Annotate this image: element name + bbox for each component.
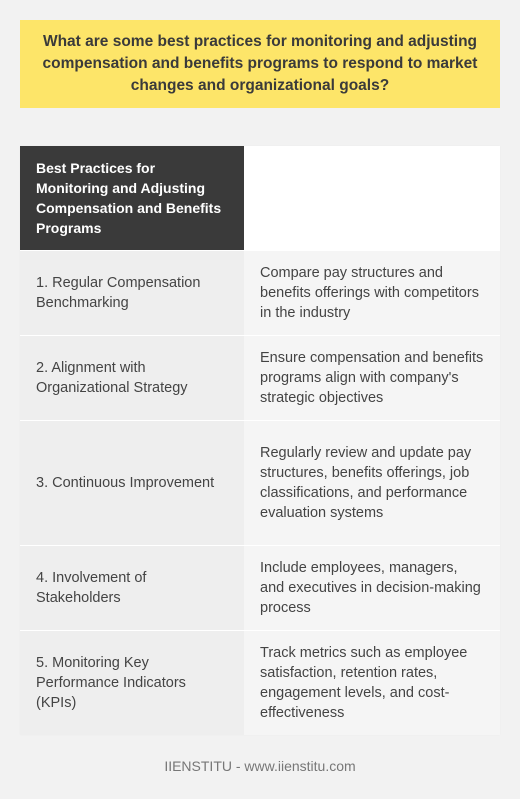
table-header-cell: Best Practices for Monitoring and Adjusting Compensation and Benefits Programs	[20, 146, 244, 250]
description-cell: Regularly review and update pay structures, benefits offerings, job classifications, and performance evaluation systems	[244, 421, 500, 545]
table-row	[20, 421, 500, 545]
question-title: What are some best practices for monitoring and adjusting compensation and benefits programs to respond to market changes and organizational goals?	[42, 33, 478, 94]
table-row	[20, 336, 500, 420]
table-header-empty-cell	[244, 146, 500, 250]
question-banner	[20, 20, 500, 108]
practice-cell: 4. Involvement of Stakeholders	[20, 546, 244, 630]
practice-cell: 3. Continuous Improvement	[20, 421, 244, 545]
description-cell: Compare pay structures and benefits offerings with competitors in the industry	[244, 251, 500, 335]
practice-cell: 5. Monitoring Key Performance Indicators (KPIs)	[20, 631, 244, 735]
table-row	[20, 631, 500, 735]
table-header-row	[20, 146, 500, 250]
table-row	[20, 251, 500, 335]
description-cell: Include employees, managers, and executives in decision-making process	[244, 546, 500, 630]
best-practices-table	[20, 146, 500, 735]
table-row	[20, 546, 500, 630]
practice-cell: 1. Regular Compensation Benchmarking	[20, 251, 244, 335]
description-cell: Track metrics such as employee satisfaction, retention rates, engagement levels, and cost-effectiveness	[244, 631, 500, 735]
practice-cell: 2. Alignment with Organizational Strategy	[20, 336, 244, 420]
footer-text: IIENSTITU - www.iienstitu.com	[164, 758, 356, 774]
description-cell: Ensure compensation and benefits programs align with company's strategic objectives	[244, 336, 500, 420]
